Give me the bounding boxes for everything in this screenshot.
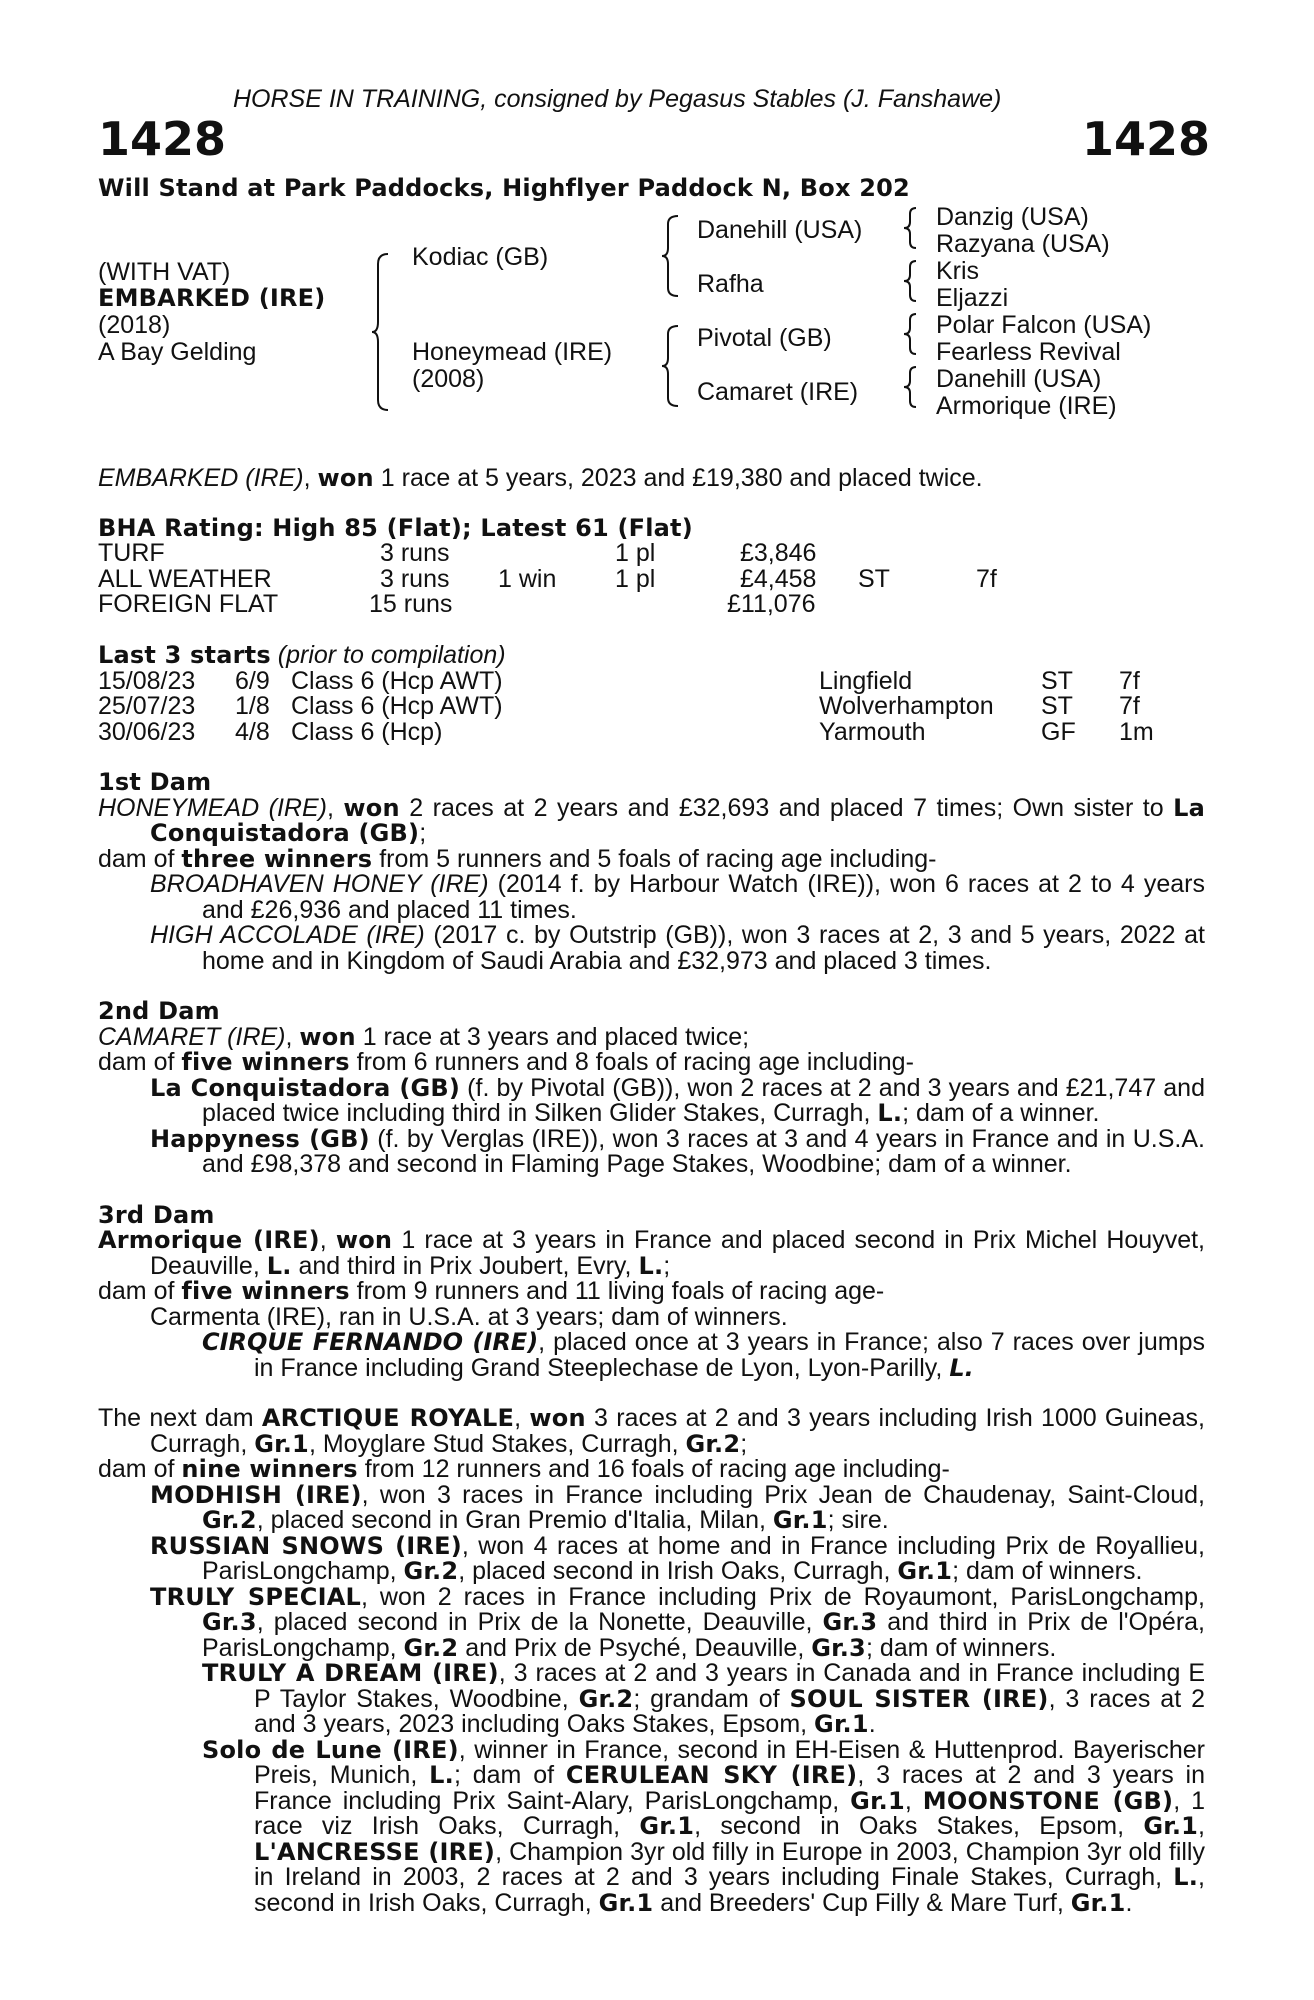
grade: Gr.1 — [598, 1888, 654, 1917]
dam2-text: 1 race at 3 years and placed twice; — [355, 1022, 750, 1051]
produce-name: Solo de Lune (IRE) — [202, 1735, 459, 1764]
pedigree-sire: Kodiac (GB) — [412, 243, 549, 271]
dam3-winners: five winners — [181, 1277, 350, 1305]
pedigree-brace-main — [370, 252, 394, 412]
dam3-name: Armorique (IRE) — [98, 1226, 320, 1254]
starts-subtitle: (prior to compilation) — [270, 641, 506, 669]
dam1-damof — [98, 844, 1205, 873]
produce-text: (2017 c. by Outstrip (GB)), won 3 races at 2, 3 and 5 years, 2022 at home and in Kingdom of Saudi Arabia and £32,973 and placed 3 times. — [202, 921, 1205, 975]
pedigree-brace-g2 — [902, 259, 922, 303]
dam3-heading: 3rd Dam — [98, 1200, 215, 1229]
rating-earnings: £3,846 — [740, 539, 817, 567]
grade: Gr.2 — [685, 1429, 741, 1458]
pedigree-brace-g4 — [902, 365, 922, 409]
grade: L. — [429, 1761, 454, 1789]
start-course: Lingfield — [819, 667, 913, 695]
pedigree-g3: Kris — [936, 257, 980, 285]
start-going: ST — [1041, 692, 1073, 720]
start-position: 6/9 — [235, 667, 270, 695]
dam3-damof — [98, 1279, 1205, 1305]
produce-modhish — [98, 1480, 1205, 1534]
produce-truly-a-dream — [98, 1661, 1205, 1738]
dam1-produce-2 — [98, 923, 1205, 974]
produce-name: L'ANCRESSE (IRE) — [254, 1837, 496, 1866]
start-race: Class 6 (Hcp) — [291, 718, 443, 746]
produce-name: MODHISH (IRE) — [150, 1480, 362, 1509]
dam3-text: and third in Prix Joubert, Evry, — [291, 1251, 639, 1280]
start-race: Class 6 (Hcp AWT) — [291, 667, 503, 695]
dam2-produce-2 — [98, 1124, 1205, 1178]
produce-text: , second in Irish Oaks, Curragh, — [254, 1863, 1205, 1917]
produce-text: , won 4 races at home and in France including Prix de Royallieu, ParisLongchamp, — [202, 1531, 1205, 1585]
produce-text: . — [868, 1710, 876, 1738]
pedigree-dam-sire: Pivotal (GB) — [697, 324, 832, 352]
race-summary: EMBARKED (IRE), won 1 race at 5 years, 2023 and £19,380 and placed twice. — [98, 464, 983, 492]
produce-solo-de-lune — [98, 1735, 1205, 1917]
produce-text: ; grandam of — [633, 1684, 790, 1713]
grade: Gr.2 — [403, 1633, 459, 1662]
dam1-name: HONEYMEAD (IRE) — [98, 793, 327, 822]
start-date: 30/06/23 — [98, 718, 196, 746]
dam2-name: CAMARET (IRE) — [98, 1022, 286, 1051]
produce-text: , won 2 races in France including Prix de Royaumont, ParisLongchamp, — [360, 1582, 1205, 1611]
dam3-text: ; — [663, 1251, 671, 1280]
produce-name: La Conquistadora (GB) — [150, 1073, 461, 1102]
produce-name: RUSSIAN SNOWS (IRE) — [150, 1531, 462, 1560]
rating-title: BHA Rating: High 85 (Flat); Latest 61 (Flat) — [98, 514, 693, 542]
start-going: ST — [1041, 667, 1073, 695]
grade: Gr.1 — [850, 1786, 905, 1815]
dam1-heading: 1st Dam — [98, 768, 212, 796]
produce-name: TRULY A DREAM (IRE) — [202, 1659, 499, 1687]
rating-wins: 1 win — [498, 565, 557, 593]
grade: Gr.3 — [822, 1608, 878, 1636]
horse-year: (2018) — [98, 311, 171, 339]
produce-truly-special — [98, 1582, 1205, 1662]
produce-grade: L. — [949, 1353, 974, 1382]
dam2-damof — [98, 1050, 1205, 1076]
starts-title — [98, 643, 506, 668]
rating-earnings: £11,076 — [727, 590, 816, 618]
rating-surface: TURF — [98, 539, 165, 567]
grade: Gr.2 — [403, 1557, 459, 1585]
rating-surface: ALL WEATHER — [98, 565, 272, 593]
dam3-produce-2 — [98, 1330, 1205, 1381]
grade: Gr.1 — [814, 1710, 869, 1738]
pedigree-g1: Danzig (USA) — [936, 203, 1089, 231]
pedigree-g5: Polar Falcon (USA) — [936, 311, 1152, 339]
dam2-winners: five winners — [181, 1048, 350, 1076]
produce-text: , — [1198, 1812, 1205, 1840]
start-distance: 7f — [1119, 667, 1140, 695]
pedigree-brace-dam — [660, 324, 684, 408]
consignment-line: HORSE IN TRAINING, consigned by Pegasus Stables (J. Fanshawe) — [233, 85, 1002, 113]
pedigree-brace-g3 — [902, 312, 922, 356]
produce-text: (f. by Verglas (IRE)), won 3 races at 3 and 4 years in France and in U.S.A. and £98,378 and second in Flaming Page Stakes, Woodbine; dam of a winner. — [202, 1124, 1205, 1178]
rating-going: ST — [858, 565, 890, 593]
dam1-won: won — [343, 793, 400, 822]
summary-won: won — [317, 464, 374, 492]
produce-name: CERULEAN SKY (IRE) — [565, 1761, 858, 1789]
rating-earnings: £4,458 — [740, 565, 817, 593]
produce-text: ; dam of a winner. — [902, 1099, 1100, 1127]
dam2-damof-rest: from 6 runners and 8 foals of racing age including- — [349, 1048, 914, 1076]
lot-number-left: 1428 — [98, 112, 227, 166]
pedigree-sire-sire: Danehill (USA) — [697, 216, 863, 244]
dam1-text-end: ; — [419, 819, 427, 847]
dam2-record: CAMARET (IRE), won 1 race at 3 years and placed twice; — [98, 1022, 750, 1051]
produce-text: , 3 races at 2 and 3 years, 2023 including Oaks Stakes, Epsom, — [254, 1684, 1205, 1738]
dam3-grade: L. — [638, 1251, 664, 1280]
produce-text: , — [904, 1786, 923, 1815]
next-dam-name: ARCTIQUE ROYALE — [261, 1404, 515, 1432]
grade: Gr.2 — [202, 1506, 257, 1534]
produce-text: , 3 races at 2 and 3 years in France including Prix Saint-Alary, ParisLongchamp, — [254, 1761, 1205, 1815]
next-dam-winners: nine winners — [181, 1455, 358, 1483]
summary-horse-name: EMBARKED (IRE) — [98, 464, 304, 492]
produce-text: ; sire. — [827, 1506, 889, 1534]
dam2-heading: 2nd Dam — [98, 997, 220, 1025]
rating-runs: 3 runs — [380, 565, 450, 593]
grade: Gr.2 — [578, 1684, 634, 1713]
produce-text: (f. by Pivotal (GB)), won 2 races at 2 and 3 years and £21,747 and placed twice including third in Silken Glider Stakes, Curragh, — [202, 1073, 1205, 1127]
grade: Gr.3 — [202, 1608, 257, 1636]
produce-text: , placed once at 3 years in France; also 7 races over jumps in France including Grand Steeplechase de Lyon, Lyon-Parilly, — [254, 1328, 1205, 1382]
pedigree-g7: Danehill (USA) — [936, 365, 1102, 393]
grade: L. — [1173, 1863, 1199, 1891]
start-going: GF — [1041, 718, 1076, 746]
dam3-record: Armorique (IRE), won 1 race at 3 years in France and placed second in Prix Michel Houyvet, Deauville, L. and third in Prix Joubert, Evry, L.; — [98, 1226, 1206, 1280]
rating-runs: 3 runs — [380, 539, 450, 567]
pedigree-g4: Eljazzi — [936, 284, 1009, 312]
start-race: Class 6 (Hcp AWT) — [291, 692, 503, 720]
pedigree-sire-dam: Rafha — [697, 270, 764, 298]
rating-placed: 1 pl — [615, 565, 656, 593]
grade: Gr.1 — [772, 1506, 828, 1534]
pedigree-brace-sire — [660, 214, 684, 298]
grade: Gr.1 — [639, 1812, 695, 1840]
pedigree-g8: Armorique (IRE) — [936, 392, 1117, 420]
dam3-damof-rest: from 9 runners and 11 living foals of racing age- — [349, 1277, 885, 1305]
summary-text: 1 race at 5 years, 2023 and £19,380 and placed twice. — [373, 464, 983, 492]
produce-text: and third in Prix de l'Opéra, ParisLongchamp, — [202, 1608, 1205, 1662]
next-dam-text: 3 races at 2 and 3 years including Irish 1000 Guineas, Curragh, — [150, 1404, 1205, 1458]
produce-text: (2014 f. by Harbour Watch (IRE)), won 6 races at 2 to 4 years and £26,936 and placed 11 times. — [202, 870, 1206, 924]
produce-text: , 1 race viz Irish Oaks, Curragh, — [254, 1786, 1205, 1840]
damof-label: dam of — [98, 1455, 182, 1483]
damof-label: dam of — [98, 844, 182, 873]
next-dam-damof — [98, 1457, 1205, 1483]
rating-runs: 15 runs — [369, 590, 453, 618]
rating-surface: FOREIGN FLAT — [98, 590, 279, 618]
produce-name: HIGH ACCOLADE (IRE) — [150, 921, 425, 949]
dam1-text: 2 races at 2 years and £32,693 and placed 7 times; Own sister to — [399, 793, 1174, 822]
grade: Gr.1 — [897, 1557, 953, 1585]
pedigree-g2: Razyana (USA) — [936, 230, 1110, 258]
start-position: 4/8 — [235, 718, 270, 746]
grade: Gr.1 — [1070, 1888, 1126, 1917]
pedigree-dam: Honeymead (IRE) — [412, 338, 613, 366]
pedigree-dam-dam: Camaret (IRE) — [697, 378, 859, 406]
dam2-won: won — [299, 1022, 356, 1051]
produce-text: and Breeders' Cup Filly & Mare Turf, — [653, 1888, 1071, 1917]
dam1-damof-rest: from 5 runners and 5 foals of racing age including- — [372, 844, 937, 873]
produce-text: , placed second in Irish Oaks, Curragh, — [458, 1557, 898, 1585]
produce-text: , placed second in Prix de la Nonette, Deauville, — [256, 1608, 823, 1636]
produce-grade: L. — [877, 1099, 903, 1127]
produce-name: MOONSTONE (GB) — [922, 1786, 1174, 1815]
next-dam-won: won — [529, 1404, 586, 1432]
rating-placed: 1 pl — [615, 539, 656, 567]
produce-text: , winner in France, second in EH-Eisen & Huttenprod. Bayerischer Preis, Munich, — [254, 1735, 1205, 1789]
produce-text: , won 3 races in France including Prix Jean de Chaudenay, Saint-Cloud, — [361, 1480, 1205, 1509]
produce-name: SOUL SISTER (IRE) — [789, 1684, 1049, 1713]
dam3-text: 1 race at 3 years in France and placed second in Prix Michel Houyvet, Deauville, — [150, 1226, 1206, 1280]
dam1-sister: La Conquistadora (GB) — [150, 793, 1205, 847]
horse-description: A Bay Gelding — [98, 338, 257, 366]
produce-text: , 3 races at 2 and 3 years in Canada and in France including E P Taylor Stakes, Woodbine, — [254, 1659, 1205, 1713]
start-distance: 7f — [1119, 692, 1140, 720]
produce-text: , second in Oaks Stakes, Epsom, — [694, 1812, 1144, 1840]
next-dam-text: ; — [740, 1429, 748, 1458]
pedigree-dam-year: (2008) — [412, 365, 485, 393]
start-date: 25/07/23 — [98, 692, 196, 720]
dam3-grade: L. — [266, 1251, 292, 1280]
pedigree-brace-g1 — [902, 206, 922, 250]
produce-name: Happyness (GB) — [150, 1124, 370, 1153]
produce-text: . — [1125, 1888, 1133, 1917]
grade: Gr.1 — [254, 1429, 309, 1458]
produce-name: TRULY SPECIAL — [150, 1582, 361, 1611]
start-distance: 1m — [1119, 718, 1154, 746]
produce-text: , placed second in Gran Premio d'Italia, Milan, — [256, 1506, 773, 1534]
produce-text: ; dam of winners. — [952, 1557, 1143, 1585]
next-dam-lead: The next dam — [98, 1404, 262, 1432]
start-position: 1/8 — [235, 692, 270, 720]
produce-name: CIRQUE FERNANDO (IRE) — [202, 1328, 539, 1356]
dam3-won: won — [335, 1226, 393, 1254]
family-notes — [98, 770, 1205, 1916]
dam3-produce-1 — [98, 1302, 1205, 1331]
dam1-record: HONEYMEAD (IRE), won 2 races at 2 years and £32,693 and placed 7 times; Own sister to La Conquistadora (GB); — [98, 793, 1205, 847]
dam2-produce-1 — [98, 1073, 1205, 1127]
next-dam-text: , Moyglare Stud Stakes, Curragh, — [308, 1429, 686, 1458]
vat-note: (WITH VAT) — [98, 258, 231, 286]
produce-text: and Prix de Psyché, Deauville, — [458, 1633, 812, 1662]
grade: Gr.3 — [811, 1633, 866, 1662]
produce-text: , Champion 3yr old filly in Europe in 2003, Champion 3yr old filly in Ireland in 2003, 2 races at 2 and 3 years including Finale Stakes, Curragh, — [254, 1837, 1205, 1891]
horse-name: EMBARKED (IRE) — [98, 284, 326, 312]
next-dam-record: The next dam ARCTIQUE ROYALE, won 3 races at 2 and 3 years including Irish 1000 Guineas, Curragh, Gr.1, Moyglare Stud Stakes, Curragh, Gr.2; — [98, 1404, 1205, 1458]
produce-text: ; dam of — [453, 1761, 566, 1789]
produce-name: BROADHAVEN HONEY (IRE) — [150, 870, 489, 898]
damof-label: dam of — [98, 1048, 182, 1076]
start-date: 15/08/23 — [98, 667, 196, 695]
produce-text: Carmenta (IRE), ran in U.S.A. at 3 years; dam of winners. — [150, 1302, 788, 1331]
starts-heading: Last 3 starts — [98, 641, 271, 669]
start-course: Yarmouth — [819, 718, 926, 746]
dam1-winners: three winners — [181, 844, 373, 873]
next-dam-damof-rest: from 12 runners and 16 foals of racing age including- — [357, 1455, 950, 1483]
dam1-produce-1 — [98, 872, 1205, 923]
start-course: Wolverhampton — [819, 692, 994, 720]
stand-location: Will Stand at Park Paddocks, Highflyer Paddock N, Box 202 — [98, 174, 910, 202]
produce-russian-snows — [98, 1531, 1205, 1585]
pedigree-g6: Fearless Revival — [936, 338, 1121, 366]
grade: Gr.1 — [1143, 1812, 1199, 1840]
produce-text: ; dam of winners. — [865, 1633, 1057, 1662]
damof-label: dam of — [98, 1277, 182, 1305]
lot-number-right: 1428 — [1082, 112, 1211, 166]
rating-distance: 7f — [976, 565, 997, 593]
